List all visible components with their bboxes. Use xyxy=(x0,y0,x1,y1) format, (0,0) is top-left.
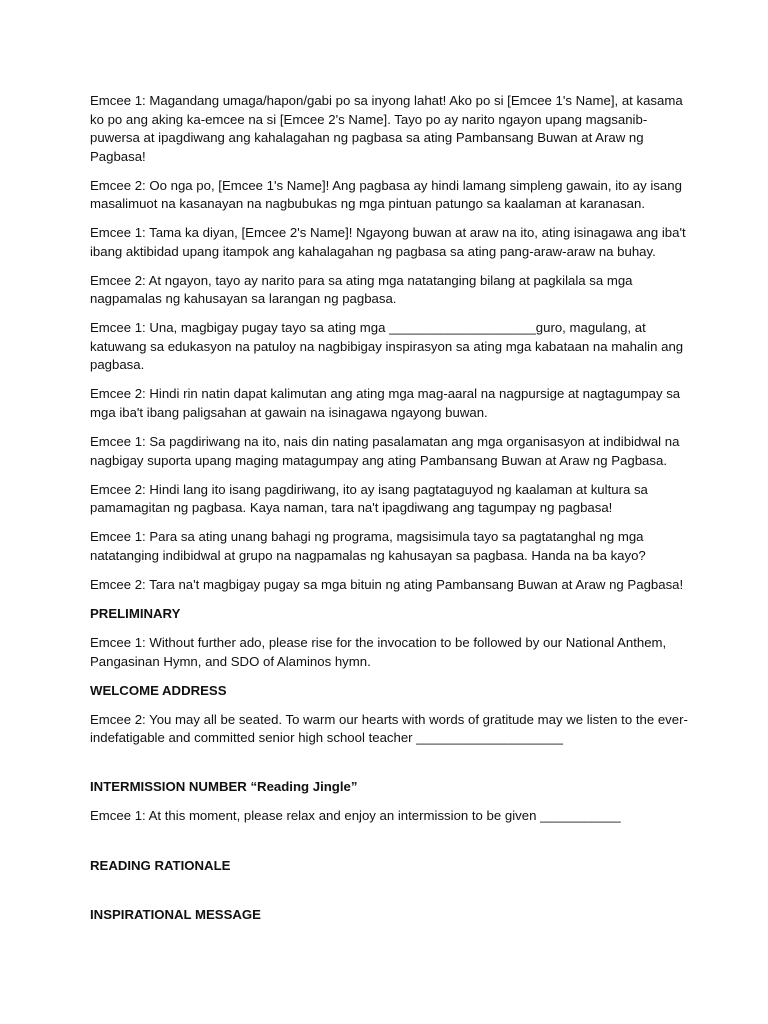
spacer xyxy=(90,886,690,906)
emcee1-invocation: Emcee 1: Without further ado, please rise for the invocation to be followed by our National Anthem, Pangasinan Hymn, and SDO of Alaminos hymn. xyxy=(90,635,667,669)
heading-intermission-number: INTERMISSION NUMBER “Reading Jingle” xyxy=(90,779,358,795)
emcee2-students: Emcee 2: Hindi rin natin dapat kalimutan ang ating mga mag-aaral na nagpursige at nagtagumpay sa mga iba't ibang paligsahan at gawain na isinagawa ngayong buwan. xyxy=(90,386,681,420)
emcee2-reading-skill: Emcee 2: Oo nga po, [Emcee 1's Name]! Ang pagbasa ay hindi lamang simpleng gawain, ito ay isang masalimuot na kasanayan na nagbubukas ng mga pintuan patungo sa kaalaman at karanasan. xyxy=(90,177,682,212)
emcee2-welcome: Emcee 2: You may all be seated. To warm our hearts with words of gratitude may we listen to the ever-indefatigable and committed senior high school teacher ____________________ xyxy=(90,711,688,746)
spacer xyxy=(90,758,690,778)
heading-preliminary: PRELIMINARY xyxy=(90,605,181,621)
heading-inspirational-message: INSPIRATIONAL MESSAGE xyxy=(90,906,261,922)
spacer xyxy=(90,837,690,857)
emcee2-celebration: Emcee 2: Hindi lang ito isang pagdiriwang, ito ay isang pagtataguyod ng kaalaman at kultura sa pamamagitan ng pagbasa. Kaya naman, tara na't ipagdiwang ang tagumpay ng pagbasa! xyxy=(90,481,648,516)
emcee1-intermission: Emcee 1: At this moment, please relax and enjoy an intermission to be given ___________ xyxy=(90,808,621,824)
emcee1-thanks-organizations: Emcee 1: Sa pagdiriwang na ito, nais din nating pasalamatan ang mga organisasyon at indibidwal na nagbigay suporta upang maging matagumpay ang ating Pambansang Buwan at Araw ng Pagbasa. xyxy=(90,434,680,468)
script-document xyxy=(90,92,690,935)
emcee1-tribute-teachers: Emcee 1: Una, magbigay pugay tayo sa ating mga ____________________guro, magulang, at katuwang sa edukasyon na patuloy na nagbibigay inspirasyon sa ating mga kabataan na mahalin ang pagbasa. xyxy=(90,320,684,373)
emcee1-opening: Emcee 1: Magandang umaga/hapon/gabi po sa inyong lahat! Ako po si [Emcee 1's Name], at kasama ko po ang aking ka-emcee na si [Emcee 2's Name]. Tayo po ay narito ngayon upang magsanib-puwersa at ipagdiwang ang kahalagahan ng pagbasa sa ating Pambansang Buwan at Araw ng Pagbasa! xyxy=(90,93,683,164)
emcee2-tribute-stars: Emcee 2: Tara na't magbigay pugay sa mga bituin ng ating Pambansang Buwan at Araw ng Pagbasa! xyxy=(90,576,684,592)
heading-welcome-address: WELCOME ADDRESS xyxy=(90,682,227,698)
heading-reading-rationale: READING RATIONALE xyxy=(90,857,231,873)
emcee1-activities: Emcee 1: Tama ka diyan, [Emcee 2's Name]! Ngayong buwan at araw na ito, ating isinagawa ang iba't ibang aktibidad upang itampok ang kahalagahan ng pagbasa sa ating pang-araw-araw na buhay. xyxy=(90,225,686,259)
emcee2-recognition: Emcee 2: At ngayon, tayo ay narito para sa ating mga natatanging bilang at pagkilala sa mga nagpamalas ng kahusayan sa larangan ng pagbasa. xyxy=(90,272,633,307)
emcee1-first-part: Emcee 1: Para sa ating unang bahagi ng programa, magsisimula tayo sa pagtatanghal ng mga natatanging indibidwal at grupo na nagpamalas ng kahusayan sa pagbasa. Handa na ba kayo? xyxy=(90,529,646,563)
